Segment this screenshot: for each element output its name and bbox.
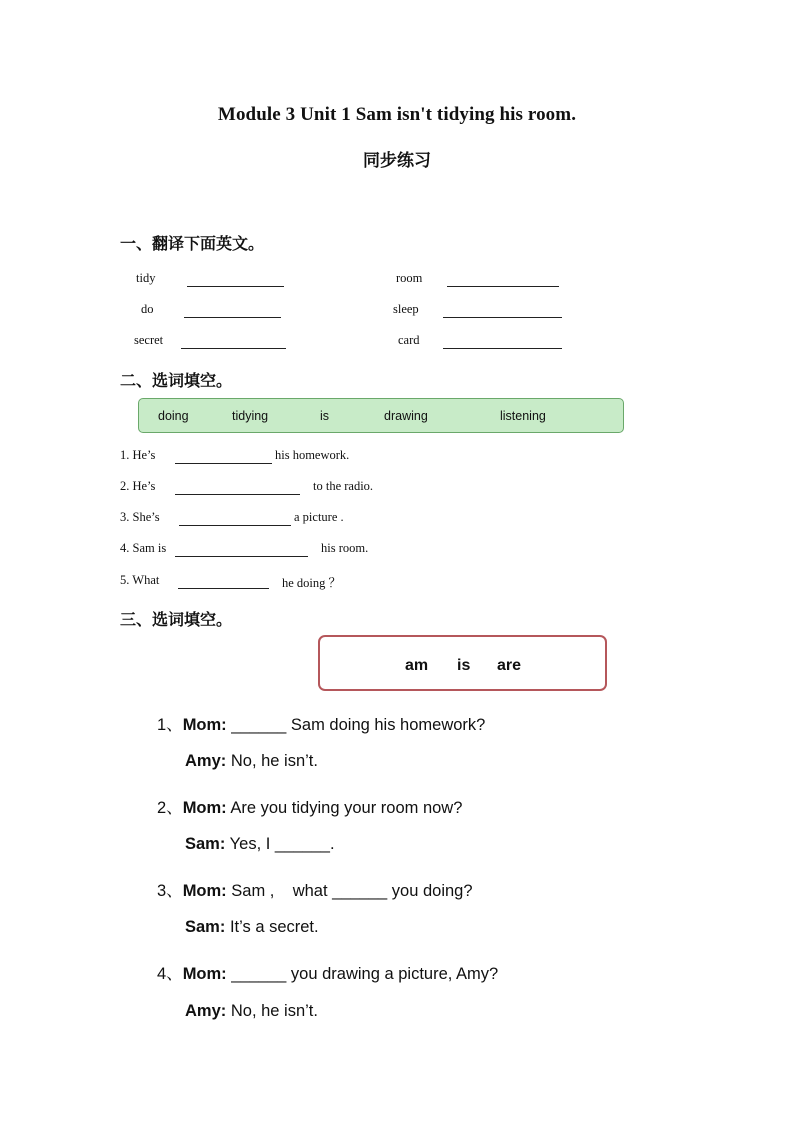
dialogue-text: ______ Sam doing his homework? <box>226 716 486 734</box>
word-bank-item: tidying <box>232 409 269 423</box>
item-5-blank[interactable] <box>178 588 269 589</box>
word-bank-box-2 <box>318 635 607 691</box>
word-do: do <box>141 302 154 316</box>
word-bank-item: doing <box>158 409 189 423</box>
item-3-prefix: 3. She’s <box>120 510 160 524</box>
section2-heading: 二、选词填空。 <box>120 371 233 390</box>
item-5-prefix: 5. What <box>120 573 160 587</box>
item-4-suffix: his room. <box>321 541 369 555</box>
word-bank-item: is <box>320 409 330 423</box>
word-bank-item: am <box>405 657 429 674</box>
item-4-blank[interactable] <box>175 556 308 557</box>
item-2-suffix: to the radio. <box>313 479 374 493</box>
dialogue-1-question <box>157 711 485 735</box>
dialogue-text: It’s a secret. <box>225 918 319 936</box>
dialogue-3-answer <box>185 918 319 937</box>
dialogue-number: 4、 <box>157 965 183 983</box>
word-bank-item: drawing <box>384 409 428 423</box>
answer-blank-secret[interactable] <box>181 348 286 349</box>
item-3-blank[interactable] <box>179 525 291 526</box>
answer-blank-card[interactable] <box>443 348 562 349</box>
item-1-prefix: 1. He’s <box>120 448 156 462</box>
speaker-label: Amy: <box>185 752 227 770</box>
speaker-label: Amy: <box>185 1002 227 1020</box>
word-bank-item: is <box>457 657 471 674</box>
section1-heading: 一、翻译下面英文。 <box>120 234 265 253</box>
dialogue-text: ______ you drawing a picture, Amy? <box>226 965 499 983</box>
dialogue-2-question <box>157 794 462 818</box>
dialogue-text: Yes, I ______. <box>225 835 335 853</box>
dialogue-number: 2、 <box>157 799 183 817</box>
answer-blank-room[interactable] <box>447 286 559 287</box>
word-tidy: tidy <box>136 271 156 285</box>
word-bank-box <box>138 398 624 433</box>
speaker-label: Sam: <box>185 918 226 936</box>
speaker-label: Mom: <box>182 882 227 900</box>
speaker-label: Mom: <box>182 965 227 983</box>
dialogue-text: Are you tidying your room now? <box>226 799 463 817</box>
word-bank-item: listening <box>500 409 546 423</box>
item-1-suffix: his homework. <box>275 448 350 462</box>
dialogue-4-answer <box>185 1002 318 1021</box>
dialogue-2-answer <box>185 835 335 854</box>
page-subtitle: 同步练习 <box>363 151 431 171</box>
word-card: card <box>398 333 420 347</box>
speaker-label: Mom: <box>182 799 227 817</box>
speaker-label: Mom: <box>182 716 227 734</box>
dialogue-number: 3、 <box>157 882 183 900</box>
answer-blank-sleep[interactable] <box>443 317 562 318</box>
dialogue-text: No, he isn’t. <box>226 752 318 770</box>
dialogue-text: Sam , what ______ you doing? <box>226 882 473 900</box>
dialogue-4-question <box>157 960 498 984</box>
word-bank-item: are <box>497 657 522 674</box>
item-2-prefix: 2. He’s <box>120 479 156 493</box>
page-title: Module 3 Unit 1 Sam isn't tidying his room. <box>217 104 577 125</box>
item-2-blank[interactable] <box>175 494 300 495</box>
answer-blank-do[interactable] <box>184 317 281 318</box>
dialogue-3-question <box>157 877 473 901</box>
dialogue-number: 1、 <box>157 716 183 734</box>
speaker-label: Sam: <box>185 835 226 853</box>
item-5-suffix: he doing ？ <box>282 576 342 590</box>
section3-heading: 三、选词填空。 <box>120 610 233 629</box>
item-4-prefix: 4. Sam is <box>120 541 167 555</box>
word-room: room <box>396 271 423 285</box>
item-3-suffix: a picture . <box>294 510 344 524</box>
word-secret: secret <box>134 333 164 347</box>
word-sleep: sleep <box>393 302 419 316</box>
dialogue-1-answer <box>185 752 318 771</box>
item-1-blank[interactable] <box>175 463 272 464</box>
dialogue-text: No, he isn’t. <box>226 1002 318 1020</box>
answer-blank-tidy[interactable] <box>187 286 284 287</box>
